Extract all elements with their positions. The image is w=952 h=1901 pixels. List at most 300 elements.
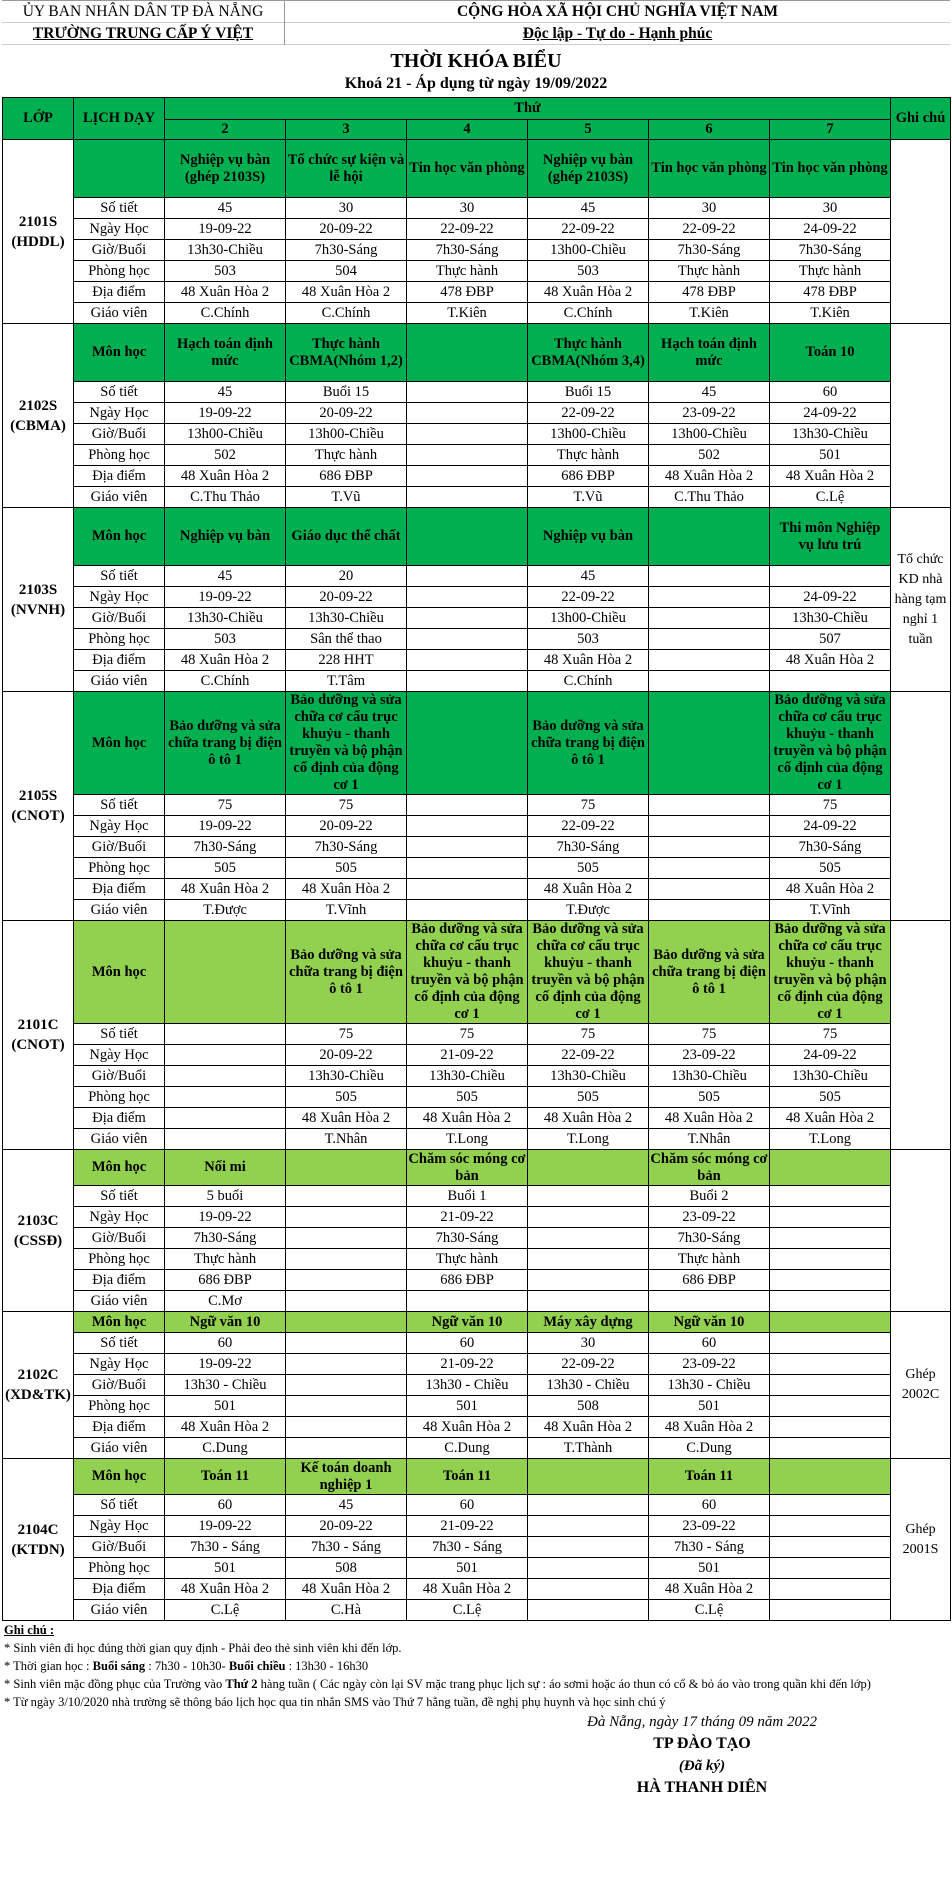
header-lich-day: LỊCH DẠY	[74, 98, 165, 140]
schedule-cell: T.Được	[165, 900, 286, 921]
schedule-cell: T.Nhân	[286, 1129, 407, 1150]
schedule-cell: 505	[407, 1087, 528, 1108]
schedule-cell: 22-09-22	[528, 816, 649, 837]
schedule-cell	[649, 671, 770, 692]
schedule-cell: 48 Xuân Hòa 2	[528, 650, 649, 671]
day-header: 5	[528, 120, 649, 140]
schedule-cell: 503	[528, 261, 649, 282]
subject-cell	[286, 1150, 407, 1186]
schedule-cell: 478 ĐBP	[649, 282, 770, 303]
schedule-cell: 24-09-22	[770, 587, 891, 608]
schedule-row	[3, 1438, 951, 1459]
schedule-row	[3, 837, 951, 858]
schedule-cell: 5 buổi	[165, 1186, 286, 1207]
schedule-cell: T.Nhân	[649, 1129, 770, 1150]
row-label: Giờ/Buổi	[74, 1537, 165, 1558]
note-line	[4, 1675, 950, 1693]
row-label: Giáo viên	[74, 1129, 165, 1150]
note-bold: Buổi chiều	[228, 1659, 286, 1673]
subject-cell: Bảo dưỡng và sửa chữa cơ cấu trục khuỷu - thanh truyền và bộ phận cố định của động cơ 1	[407, 921, 528, 1024]
day-header: 3	[286, 120, 407, 140]
subject-cell: Bảo dưỡng và sửa chữa trang bị điện ô tô 1	[165, 692, 286, 795]
schedule-cell	[528, 1600, 649, 1621]
class-name: 2103S (NVNH)	[3, 508, 74, 692]
schedule-cell	[286, 1228, 407, 1249]
schedule-cell: 30	[407, 198, 528, 219]
schedule-cell: 13h30 - Chiều	[528, 1375, 649, 1396]
schedule-cell	[165, 1087, 286, 1108]
schedule-cell: 7h30 - Sáng	[165, 1537, 286, 1558]
schedule-row	[3, 1291, 951, 1312]
schedule-cell: 22-09-22	[528, 1045, 649, 1066]
schedule-cell: 20-09-22	[286, 219, 407, 240]
schedule-row	[3, 900, 951, 921]
row-label: Giáo viên	[74, 1291, 165, 1312]
class-note: Ghép 2002C	[891, 1312, 951, 1459]
subject-cell	[407, 508, 528, 566]
schedule-cell	[407, 900, 528, 921]
subject-cell	[407, 692, 528, 795]
schedule-cell: 7h30 - Sáng	[407, 1537, 528, 1558]
schedule-cell	[770, 671, 891, 692]
schedule-cell: 24-09-22	[770, 219, 891, 240]
schedule-row	[3, 629, 951, 650]
schedule-cell: 48 Xuân Hòa 2	[528, 1108, 649, 1129]
schedule-cell	[286, 1375, 407, 1396]
schedule-row	[3, 445, 951, 466]
class-subject-row	[3, 1312, 951, 1333]
schedule-cell: 505	[770, 858, 891, 879]
subject-cell: Tổ chức sự kiện và lễ hội	[286, 140, 407, 198]
schedule-cell: 7h30-Sáng	[770, 837, 891, 858]
schedule-cell	[770, 1354, 891, 1375]
schedule-cell: 13h30-Chiều	[407, 1066, 528, 1087]
schedule-cell: 7h30-Sáng	[165, 1228, 286, 1249]
schedule-cell	[286, 1438, 407, 1459]
schedule-cell	[407, 795, 528, 816]
sign-date: Đà Nẵng, ngày 17 tháng 09 năm 2022	[587, 1714, 817, 1730]
schedule-cell	[770, 1228, 891, 1249]
subject-cell	[649, 508, 770, 566]
schedule-cell: T.Long	[407, 1129, 528, 1150]
subject-label: Môn học	[74, 692, 165, 795]
schedule-cell	[407, 608, 528, 629]
subject-cell: Tin học văn phòng	[770, 140, 891, 198]
schedule-cell: Thực hành	[649, 261, 770, 282]
subject-cell: Hạch toán định mức	[165, 324, 286, 382]
schedule-cell: 13h30-Chiều	[286, 608, 407, 629]
schedule-cell: Thực hành	[770, 261, 891, 282]
subject-label: Môn học	[74, 921, 165, 1024]
schedule-cell: 75	[407, 1024, 528, 1045]
note-text: : 13h30 - 16h30	[285, 1659, 369, 1673]
schedule-cell: T.Long	[528, 1129, 649, 1150]
schedule-row	[3, 1108, 951, 1129]
schedule-row	[3, 858, 951, 879]
schedule-cell	[165, 1129, 286, 1150]
schedule-cell	[649, 608, 770, 629]
schedule-cell: 502	[649, 445, 770, 466]
schedule-cell	[770, 1600, 891, 1621]
schedule-cell: C.Lệ	[649, 1600, 770, 1621]
schedule-cell	[407, 879, 528, 900]
schedule-cell: C.Dung	[165, 1438, 286, 1459]
row-label: Giáo viên	[74, 671, 165, 692]
schedule-cell: 23-09-22	[649, 403, 770, 424]
schedule-cell: Thực hành	[407, 261, 528, 282]
day-header: 2	[165, 120, 286, 140]
schedule-cell	[649, 566, 770, 587]
row-label: Giáo viên	[74, 1438, 165, 1459]
subject-cell: Toán 10	[770, 324, 891, 382]
schedule-row	[3, 1228, 951, 1249]
class-subject-row	[3, 140, 951, 198]
subject-label: Môn học	[74, 1150, 165, 1186]
schedule-cell: 508	[286, 1558, 407, 1579]
schedule-row	[3, 303, 951, 324]
schedule-cell	[286, 1333, 407, 1354]
schedule-cell	[407, 487, 528, 508]
schedule-cell	[407, 1291, 528, 1312]
document-header	[2, 0, 950, 45]
schedule-cell: 45	[165, 198, 286, 219]
note-text: : 7h30 - 10h30-	[145, 1659, 229, 1673]
schedule-cell	[286, 1396, 407, 1417]
schedule-cell	[407, 671, 528, 692]
note-line: * Sinh viên đi học đúng thời gian quy định - Phải đeo thẻ sinh viên khi đến lớp.	[4, 1641, 402, 1655]
subject-cell: Bảo dưỡng và sửa chữa cơ cấu trục khuỷu - thanh truyền và bộ phận cố định của động cơ 1	[770, 921, 891, 1024]
national-motto: Độc lập - Tự do - Hạnh phúc	[285, 23, 950, 45]
schedule-cell: 228 HHT	[286, 650, 407, 671]
schedule-cell: 48 Xuân Hòa 2	[649, 1108, 770, 1129]
row-label: Giáo viên	[74, 303, 165, 324]
row-label: Phòng học	[74, 1558, 165, 1579]
schedule-cell: 48 Xuân Hòa 2	[165, 466, 286, 487]
schedule-cell: 23-09-22	[649, 1354, 770, 1375]
header-right	[285, 1, 950, 45]
class-note	[891, 692, 951, 921]
row-label: Giáo viên	[74, 1600, 165, 1621]
schedule-cell: 478 ĐBP	[407, 282, 528, 303]
schedule-cell: 48 Xuân Hòa 2	[649, 1579, 770, 1600]
schedule-row	[3, 403, 951, 424]
row-label: Phòng học	[74, 629, 165, 650]
schedule-cell	[165, 1066, 286, 1087]
schedule-cell: 30	[770, 198, 891, 219]
subject-cell: Toán 11	[165, 1459, 286, 1495]
schedule-cell: 48 Xuân Hòa 2	[165, 1417, 286, 1438]
subject-label: Môn học	[74, 508, 165, 566]
schedule-cell: 23-09-22	[649, 1516, 770, 1537]
row-label: Ngày Học	[74, 816, 165, 837]
row-label: Phòng học	[74, 1087, 165, 1108]
row-label: Ngày Học	[74, 1207, 165, 1228]
schedule-row	[3, 879, 951, 900]
schedule-cell: T.Kiên	[407, 303, 528, 324]
schedule-cell	[649, 650, 770, 671]
schedule-cell: 7h30 - Sáng	[649, 1537, 770, 1558]
schedule-cell: 13h00-Chiều	[649, 424, 770, 445]
row-label: Địa điểm	[74, 879, 165, 900]
schedule-cell: C.Lệ	[770, 487, 891, 508]
schedule-cell: 75	[528, 1024, 649, 1045]
schedule-cell: Thực hành	[407, 1249, 528, 1270]
schedule-cell: Buổi 2	[649, 1186, 770, 1207]
schedule-cell	[528, 1270, 649, 1291]
schedule-row	[3, 1270, 951, 1291]
class-subject-row	[3, 508, 951, 566]
schedule-cell: 45	[528, 198, 649, 219]
schedule-cell: 13h30 - Chiều	[407, 1375, 528, 1396]
page-subtitle: Khoá 21 - Áp dụng từ ngày 19/09/2022	[344, 75, 608, 92]
schedule-cell: C.Chính	[528, 303, 649, 324]
schedule-cell: 505	[528, 858, 649, 879]
schedule-cell: Thực hành	[165, 1249, 286, 1270]
schedule-cell	[770, 1270, 891, 1291]
schedule-cell: 48 Xuân Hòa 2	[770, 879, 891, 900]
subject-cell: Bảo dưỡng và sửa chữa cơ cấu trục khuỷu - thanh truyền và bộ phận cố định của động cơ 1	[770, 692, 891, 795]
schedule-cell: 13h30-Chiều	[770, 424, 891, 445]
row-label: Phòng học	[74, 858, 165, 879]
schedule-cell	[770, 1537, 891, 1558]
schedule-cell: 48 Xuân Hòa 2	[286, 879, 407, 900]
schedule-cell: 48 Xuân Hòa 2	[407, 1417, 528, 1438]
schedule-cell: 13h30 - Chiều	[165, 1375, 286, 1396]
schedule-row	[3, 816, 951, 837]
row-label: Ngày Học	[74, 1045, 165, 1066]
schedule-cell: 505	[649, 1087, 770, 1108]
schedule-cell: 7h30-Sáng	[649, 1228, 770, 1249]
schedule-row	[3, 795, 951, 816]
schedule-cell	[528, 1516, 649, 1537]
schedule-cell	[407, 566, 528, 587]
notes-section	[2, 1621, 950, 1711]
schedule-cell: 21-09-22	[407, 1354, 528, 1375]
row-label: Địa điểm	[74, 1108, 165, 1129]
schedule-row	[3, 487, 951, 508]
schedule-cell: 45	[286, 1495, 407, 1516]
schedule-row	[3, 1129, 951, 1150]
class-subject-row	[3, 1459, 951, 1495]
schedule-cell: 22-09-22	[528, 1354, 649, 1375]
row-label: Phòng học	[74, 445, 165, 466]
schedule-cell	[770, 1495, 891, 1516]
schedule-cell	[649, 587, 770, 608]
schedule-cell: 48 Xuân Hòa 2	[407, 1579, 528, 1600]
schedule-row	[3, 1333, 951, 1354]
schedule-cell: 48 Xuân Hòa 2	[770, 1108, 891, 1129]
subject-cell: Chăm sóc móng cơ bản	[408, 1150, 526, 1184]
day-header: 7	[770, 120, 891, 140]
schedule-cell: 20-09-22	[286, 1516, 407, 1537]
schedule-cell: C.Hà	[286, 1600, 407, 1621]
schedule-cell: 48 Xuân Hòa 2	[528, 879, 649, 900]
row-label: Phòng học	[74, 261, 165, 282]
schedule-cell: T.Long	[770, 1129, 891, 1150]
schedule-cell	[407, 837, 528, 858]
schedule-cell	[528, 1249, 649, 1270]
schedule-cell: 504	[286, 261, 407, 282]
schedule-cell	[770, 1438, 891, 1459]
schedule-cell	[649, 900, 770, 921]
schedule-row	[3, 1600, 951, 1621]
subject-cell: Bảo dưỡng và sửa chữa trang bị điện ô tô 1	[286, 921, 407, 1024]
schedule-cell: Buổi 15	[286, 382, 407, 403]
page	[2, 0, 950, 1799]
subject-cell: Ngữ văn 10	[407, 1312, 528, 1333]
subject-cell	[165, 921, 286, 1024]
schedule-row	[3, 1186, 951, 1207]
schedule-cell: 501	[407, 1558, 528, 1579]
schedule-cell: C.Dung	[407, 1438, 528, 1459]
schedule-cell: C.Thu Thảo	[165, 487, 286, 508]
schedule-cell: C.Chính	[286, 303, 407, 324]
schedule-cell	[286, 1270, 407, 1291]
schedule-cell: Thực hành	[649, 1249, 770, 1270]
schedule-cell	[407, 424, 528, 445]
row-label: Ngày Học	[74, 219, 165, 240]
class-name: 2101C (CNOT)	[3, 921, 74, 1150]
schedule-cell: 23-09-22	[649, 1045, 770, 1066]
day-header: 4	[407, 120, 528, 140]
schedule-cell	[649, 629, 770, 650]
row-label: Giờ/Buổi	[74, 424, 165, 445]
row-label: Số tiết	[74, 1024, 165, 1045]
schedule-row	[3, 566, 951, 587]
schedule-cell: 7h30-Sáng	[528, 837, 649, 858]
day-header: 6	[649, 120, 770, 140]
schedule-cell: 48 Xuân Hòa 2	[528, 282, 649, 303]
schedule-row	[3, 608, 951, 629]
schedule-cell	[528, 1228, 649, 1249]
schedule-cell: 48 Xuân Hòa 2	[649, 466, 770, 487]
sign-dept: TP ĐÀO TẠO	[653, 1735, 751, 1752]
schedule-row	[3, 1354, 951, 1375]
schedule-cell: 48 Xuân Hòa 2	[165, 879, 286, 900]
schedule-cell	[286, 1186, 407, 1207]
schedule-cell	[165, 1045, 286, 1066]
note-text: * Thời gian học :	[4, 1659, 93, 1673]
schedule-cell: 7h30-Sáng	[407, 1228, 528, 1249]
schedule-cell: 48 Xuân Hòa 2	[770, 650, 891, 671]
class-subject-row	[3, 692, 951, 795]
class-note	[891, 324, 951, 508]
notes-heading: Ghi chú :	[4, 1623, 55, 1637]
schedule-cell: 19-09-22	[165, 1516, 286, 1537]
schedule-cell: 13h00-Chiều	[528, 424, 649, 445]
schedule-cell: 19-09-22	[165, 1207, 286, 1228]
schedule-cell: 19-09-22	[165, 816, 286, 837]
schedule-cell: 60	[770, 382, 891, 403]
schedule-cell: C.Dung	[649, 1438, 770, 1459]
schedule-cell: Thực hành	[286, 445, 407, 466]
schedule-cell	[528, 1186, 649, 1207]
subject-label: Môn học	[74, 1459, 165, 1495]
schedule-cell: 501	[649, 1558, 770, 1579]
row-label: Giờ/Buổi	[74, 240, 165, 261]
schedule-cell: 13h30-Chiều	[165, 240, 286, 261]
timetable	[2, 97, 951, 1621]
schedule-cell: T.Vĩnh	[286, 900, 407, 921]
schedule-cell: T.Tâm	[286, 671, 407, 692]
schedule-cell: 48 Xuân Hòa 2	[286, 1579, 407, 1600]
schedule-cell: 60	[407, 1333, 528, 1354]
schedule-cell	[770, 1579, 891, 1600]
subject-cell: Nghiệp vụ bàn	[528, 508, 649, 566]
schedule-cell	[407, 403, 528, 424]
schedule-cell: 22-09-22	[528, 403, 649, 424]
schedule-cell: T.Kiên	[649, 303, 770, 324]
class-name: 2102S (CBMA)	[3, 324, 74, 508]
schedule-cell: 7h30-Sáng	[770, 240, 891, 261]
authority-name: ỦY BAN NHÂN DÂN TP ĐÀ NẴNG	[2, 1, 284, 23]
schedule-cell: 48 Xuân Hòa 2	[165, 650, 286, 671]
subject-cell: Nghiệp vụ bàn	[165, 508, 286, 566]
schedule-cell: 60	[649, 1495, 770, 1516]
schedule-cell: Buổi 1	[407, 1186, 528, 1207]
subject-cell: Toán 11	[407, 1459, 528, 1495]
schedule-cell: T.Vũ	[528, 487, 649, 508]
schedule-cell: 19-09-22	[165, 403, 286, 424]
schedule-cell: 505	[528, 1087, 649, 1108]
class-name: 2101S (HDDL)	[3, 140, 74, 324]
schedule-cell	[770, 1396, 891, 1417]
schedule-cell: 75	[770, 1024, 891, 1045]
class-note: Tổ chức KD nhà hàng tạm nghỉ 1 tuần	[891, 508, 951, 692]
schedule-cell: 48 Xuân Hòa 2	[649, 1417, 770, 1438]
schedule-cell: 48 Xuân Hòa 2	[286, 1108, 407, 1129]
schedule-cell: C.Lệ	[165, 1600, 286, 1621]
schedule-cell: C.Mơ	[165, 1291, 286, 1312]
schedule-row	[3, 282, 951, 303]
header-left	[2, 1, 285, 45]
schedule-cell	[770, 1291, 891, 1312]
schedule-row	[3, 1249, 951, 1270]
schedule-cell: 30	[528, 1333, 649, 1354]
subject-cell	[286, 1312, 407, 1333]
schedule-row	[3, 382, 951, 403]
note-bold: Thứ 2	[225, 1677, 258, 1691]
class-subject-row	[3, 1150, 951, 1186]
schedule-cell: 30	[649, 198, 770, 219]
schedule-cell	[286, 1417, 407, 1438]
schedule-cell	[407, 445, 528, 466]
class-subject-row	[3, 324, 951, 382]
schedule-cell	[407, 382, 528, 403]
schedule-cell: 503	[528, 629, 649, 650]
sign-status: (Đã ký)	[678, 1758, 726, 1774]
row-label: Địa điểm	[74, 1270, 165, 1291]
schedule-cell: 48 Xuân Hòa 2	[286, 282, 407, 303]
row-label: Số tiết	[74, 382, 165, 403]
schedule-cell: 75	[649, 1024, 770, 1045]
schedule-cell: 507	[770, 629, 891, 650]
schedule-cell: C.Thu Thảo	[649, 487, 770, 508]
schedule-cell: 13h30-Chiều	[770, 608, 891, 629]
subject-cell: Kế toán doanh nghiệp 1	[286, 1459, 407, 1495]
schedule-cell: 686 ĐBP	[165, 1270, 286, 1291]
row-label: Địa điểm	[74, 282, 165, 303]
schedule-cell: T.Được	[528, 900, 649, 921]
note-text: * Sinh viên mặc đồng phục của Trường vào	[4, 1677, 226, 1691]
schedule-cell	[770, 1516, 891, 1537]
subject-cell: Hạch toán định mức	[649, 324, 770, 382]
note-text: hàng tuần ( Các ngày còn lại SV mặc trang phục lịch sự : áo sơmi hoặc áo thun có cổ & bỏ áo vào trong quần khi đến lớp)	[257, 1677, 871, 1691]
schedule-row	[3, 1207, 951, 1228]
schedule-cell	[286, 1354, 407, 1375]
class-subject-row	[3, 921, 951, 1024]
schedule-cell: 505	[770, 1087, 891, 1108]
